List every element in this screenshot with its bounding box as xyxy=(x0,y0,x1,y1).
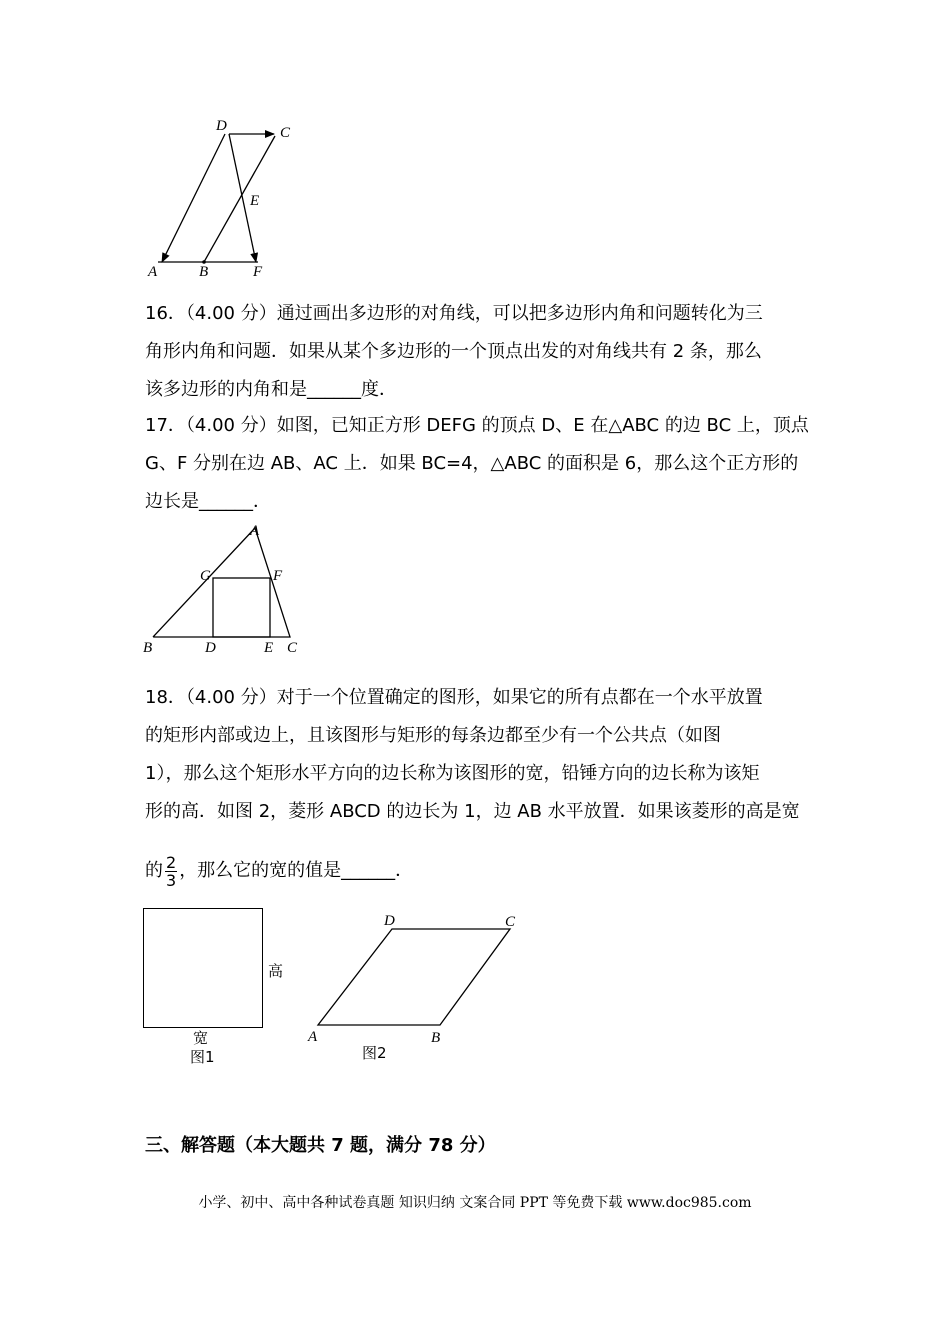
label-d: D xyxy=(216,118,227,134)
label-c: C xyxy=(287,640,298,656)
fraction-two-thirds xyxy=(165,854,177,889)
label-f: F xyxy=(273,568,283,584)
q17-line-1: 17．（4.00 分）如图，已知正方形 DEFG 的顶点 D、E 在△ABC 的边 BC 上，顶点 xyxy=(145,415,809,436)
q18-line-3: 1），那么这个矩形水平方向的边长称为该图形的宽，铅锤方向的边长称为该矩 xyxy=(145,763,760,784)
figure-1-caption: 图1 xyxy=(190,1048,215,1066)
figure-2-caption: 图2 xyxy=(362,1044,387,1062)
figure-1-rectangle xyxy=(143,908,263,1028)
square-defg xyxy=(213,578,270,637)
q18-line-5-prefix: 的 xyxy=(145,860,163,881)
label-c: C xyxy=(280,125,291,141)
section-heading: 三、解答题（本大题共 7 题，满分 78 分） xyxy=(145,1135,496,1156)
label-d: D xyxy=(384,913,395,929)
label-c: C xyxy=(505,914,516,930)
q18-line-4: 形的高．如图 2，菱形 ABCD 的边长为 1，边 AB 水平放置．如果该菱形的高是宽 xyxy=(145,801,800,822)
label-f: F xyxy=(253,264,263,280)
label-b: B xyxy=(143,640,153,656)
q18-line-5 xyxy=(145,852,413,890)
q16-line-2: 角形内角和问题．如果从某个多边形的一个顶点出发的对角线共有 2 条，那么 xyxy=(145,341,762,362)
height-label: 高 xyxy=(268,962,284,980)
page-footer: 小学、初中、高中各种试卷真题 知识归纳 文案合同 PPT 等免费下载 www.doc985.com xyxy=(198,1195,752,1211)
triangle-square-figure-q17 xyxy=(138,518,308,658)
q18-line-5-suffix: ，那么它的宽的值是______． xyxy=(179,860,414,881)
label-b: B xyxy=(199,264,209,280)
fraction-denominator: 3 xyxy=(166,870,177,890)
label-g: G xyxy=(200,568,211,584)
q18-line-1: 18．（4.00 分）对于一个位置确定的图形，如果它的所有点都在一个水平放置 xyxy=(145,687,763,708)
q18-line-2: 的矩形内部或边上，且该图形与矩形的每条边都至少有一个公共点（如图 xyxy=(145,725,721,746)
label-d: D xyxy=(205,640,216,656)
label-a: A xyxy=(250,523,260,539)
width-label: 宽 xyxy=(193,1029,209,1047)
rhombus-figure-2 xyxy=(300,905,530,1075)
q17-line-2: G、F 分别在边 AB、AC 上．如果 BC=4，△ABC 的面积是 6，那么这个正方形的 xyxy=(145,453,799,474)
label-e: E xyxy=(250,193,260,209)
label-a: A xyxy=(148,264,158,280)
label-e: E xyxy=(264,640,274,656)
q17-line-3: 边长是______． xyxy=(145,491,271,512)
label-a: A xyxy=(308,1029,318,1045)
fraction-numerator: 2 xyxy=(166,852,177,872)
q16-line-1: 16．（4.00 分）通过画出多边形的对角线，可以把多边形内角和问题转化为三 xyxy=(145,303,763,324)
label-b: B xyxy=(431,1030,441,1046)
rhombus-abcd xyxy=(318,929,510,1025)
parallelogram-figure-q15 xyxy=(140,112,310,287)
q16-line-3: 该多边形的内角和是______度． xyxy=(145,379,397,400)
